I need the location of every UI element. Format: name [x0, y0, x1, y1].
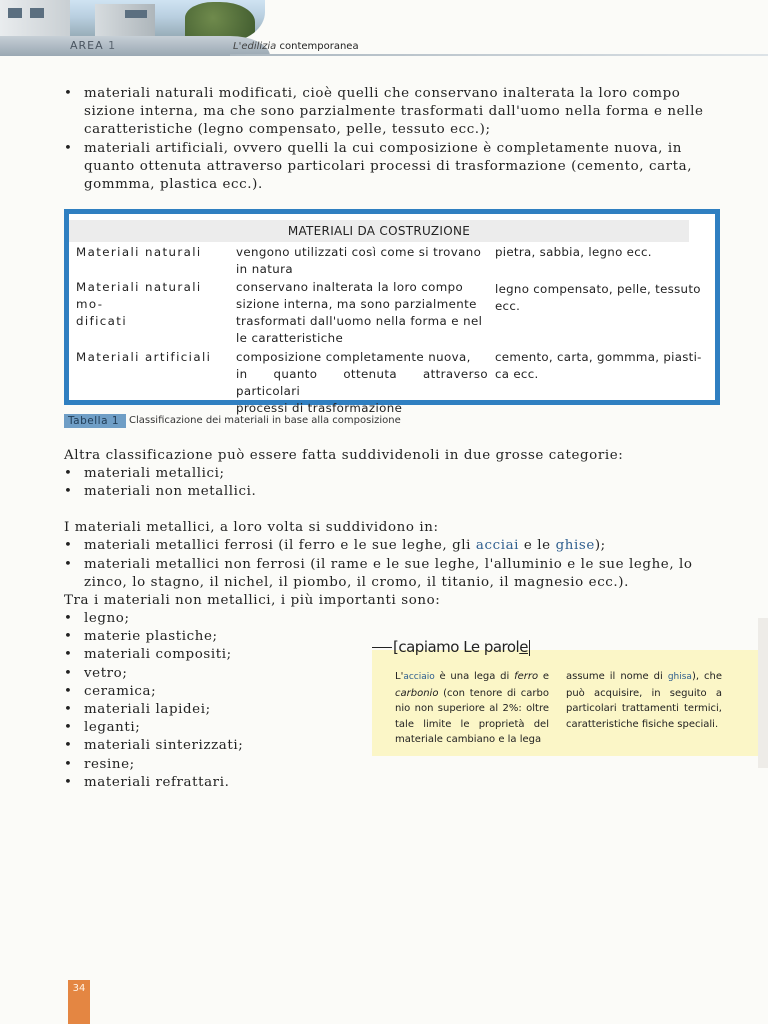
list-item	[64, 140, 720, 196]
list-item	[64, 465, 720, 483]
text-line: materiali artificiali, ovvero quelli la cui composizione è completamente nuova, in	[84, 141, 682, 156]
glossary-term: ghisa	[667, 672, 692, 682]
text-line: ca ecc.	[495, 367, 539, 381]
list-item	[64, 756, 364, 774]
text-segment: carbonio	[395, 687, 439, 699]
bullet-text: materiali metallici;	[84, 466, 225, 481]
table-cell-examples	[495, 281, 713, 315]
text-line: pietra, sabbia, legno ecc.	[495, 245, 652, 259]
text-line: cemento, carta, gommma, piasti-	[495, 350, 702, 364]
glossary-column	[566, 669, 722, 732]
table-cell-description	[236, 244, 488, 278]
paragraph	[64, 519, 720, 537]
header-divider	[230, 54, 768, 56]
list-item	[64, 628, 364, 646]
text-line: vengono utilizzati così come si trovano	[236, 245, 482, 259]
bullet-icon: •	[64, 720, 73, 736]
bullet-text: materiali compositi;	[84, 647, 232, 663]
bullet-icon: •	[64, 665, 73, 681]
bullet-text: materiali sinterizzati;	[84, 738, 244, 754]
text-line: processi di trasformazione	[236, 401, 403, 415]
text-segment: è una lega di	[434, 671, 515, 682]
table-cell-examples	[495, 244, 713, 261]
paragraph	[64, 592, 720, 610]
text-segment: materiali metallici ferrosi (il ferro e le sue leghe, gli	[84, 538, 476, 553]
bullet-icon: •	[64, 557, 73, 572]
text-line: Materiali artificiali	[76, 350, 212, 364]
text-line: in natura	[236, 262, 293, 276]
materials-table	[64, 209, 720, 415]
text-line: Materiali naturali mo-	[76, 280, 202, 311]
bullet-icon: •	[64, 466, 73, 481]
list-item	[64, 665, 364, 683]
list-item	[64, 774, 364, 792]
table-heading: MATERIALI DA COSTRUZIONE	[69, 220, 689, 242]
bullet-text: legno;	[84, 611, 130, 626]
bullet-icon: •	[64, 647, 73, 663]
text-line: Altra classificazione può essere fatta suddividenoli in due grosse categorie:	[64, 448, 624, 463]
glossary-term: acciai	[475, 538, 520, 553]
bullet-icon: •	[64, 611, 73, 626]
title-bar-icon	[529, 640, 530, 656]
text-segment: assume il nome di	[566, 671, 668, 682]
glossary-column	[395, 669, 549, 748]
bullet-icon: •	[64, 629, 73, 645]
bullet-text: ceramica;	[84, 683, 157, 699]
bullet-icon: •	[64, 683, 73, 699]
list-item	[64, 610, 364, 628]
table-caption: Classificazione dei materiali in base alla composizione	[129, 415, 401, 426]
bullet-text: materiali refrattari.	[84, 774, 230, 790]
area-bar	[0, 36, 270, 56]
glossary-term: acciaio	[403, 672, 435, 682]
bullet-icon: •	[64, 484, 73, 499]
text-line: legno compensato, pelle, tessuto	[495, 282, 701, 296]
window-shape	[125, 10, 147, 18]
list-item	[64, 701, 364, 719]
text-line: I materiali metallici, a loro volta si suddividono in:	[64, 520, 439, 535]
text-line: sizione interna, ma che sono parzialmente trasformati dall'uomo nella forma e nelle	[84, 104, 704, 120]
text-line: le caratteristiche	[236, 331, 344, 345]
area-text: AREA	[70, 39, 104, 52]
list-item	[64, 556, 720, 592]
text-line: caratteristiche (legno compensato, pelle, tessuto ecc.);	[84, 122, 491, 138]
bullet-text	[84, 537, 720, 555]
text-segment: e	[538, 671, 549, 682]
list-item	[64, 85, 720, 141]
bullet-text: materiali lapidei;	[84, 701, 211, 717]
table-cell-name	[76, 349, 226, 366]
text-line: gommma, plastica ecc.).	[84, 177, 263, 193]
text-line: dificati	[76, 314, 128, 328]
text-line: materiali metallici non ferrosi (il rame e le sue leghe, l'alluminio e le sue leghe, lo	[84, 557, 693, 572]
bullet-text: materie plastiche;	[84, 629, 218, 645]
bullet-text: vetro;	[84, 665, 128, 681]
glossary-title	[372, 638, 530, 656]
bullet-text	[84, 140, 720, 195]
chapter-title-main: contemporanea	[279, 41, 359, 52]
bullet-text	[84, 556, 720, 592]
text-line: conservano inalterata la loro compo	[236, 280, 464, 294]
text-line: composizione completamente nuova,	[236, 350, 471, 364]
table-cell-description	[236, 349, 488, 417]
chapter-title-prefix: L'edilizia	[233, 41, 277, 52]
text-line: quanto ottenuta attraverso particolari processi di trasformazione (cemento, carta,	[84, 159, 693, 175]
bullet-icon: •	[64, 756, 73, 772]
area-number: 1	[108, 39, 117, 52]
page-header	[0, 0, 768, 62]
table-cell-name	[76, 244, 226, 261]
text-line: Materiali naturali	[76, 245, 202, 259]
paragraph	[64, 447, 720, 465]
list-item	[64, 483, 720, 501]
list-item	[64, 737, 364, 755]
bullet-text	[84, 85, 720, 140]
text-line: materiali naturali modificati, cioè quelli che conservano inalterata la loro compo	[84, 86, 681, 101]
glossary-title-text: [capiamo Le parol	[393, 638, 520, 656]
list-item	[64, 683, 364, 701]
text-line: in quanto ottenuta attraverso particolari	[236, 367, 488, 398]
text-line: ecc.	[495, 299, 521, 313]
bullet-icon: •	[64, 538, 73, 553]
table-caption-tag: Tabella 1	[64, 414, 126, 428]
table-cell-name	[76, 279, 226, 330]
bullet-text: leganti;	[84, 720, 141, 736]
text-segment: e le	[519, 538, 556, 553]
bullet-icon: •	[64, 774, 73, 790]
text-segment: ), che può acquisire, in seguito a particolari trattamenti termici, caratteristiche fisiche speciali.	[566, 671, 723, 730]
text-segment: L'	[395, 671, 404, 682]
window-shape	[30, 8, 44, 18]
text-line: zinco, lo stagno, il nichel, il piombo, il cromo, il titanio, il magnesio ecc.).	[84, 575, 629, 591]
text-segment: (con tenore di carbo nio non superiore al 2%: oltre tale limite le proprietà del materiale cambiano e la lega	[395, 687, 549, 745]
bullet-text: materiali non metallici.	[84, 484, 257, 499]
text-segment: );	[594, 538, 606, 553]
area-label	[70, 39, 116, 52]
glossary-term: ghise	[555, 538, 595, 553]
text-line: Tra i materiali non metallici, i più importanti sono:	[64, 593, 441, 608]
bullet-icon: •	[64, 141, 73, 156]
list-item	[64, 537, 720, 555]
text-line: trasformati dall'uomo nella forma e nel	[236, 314, 483, 328]
bullet-text: resine;	[84, 756, 135, 772]
list-item	[64, 719, 364, 737]
text-line: sizione interna, ma sono parzialmente	[236, 297, 477, 311]
glossary-title-end: e	[519, 638, 528, 656]
glossary-box	[372, 650, 760, 756]
bullet-icon: •	[64, 86, 73, 101]
bullet-icon: •	[64, 738, 73, 754]
list-item	[64, 646, 364, 664]
table-cell-examples	[495, 349, 713, 383]
margin-shade	[758, 618, 768, 768]
chapter-title	[233, 41, 359, 52]
nonmetal-list	[64, 610, 364, 792]
dash-icon	[372, 647, 392, 648]
page-number: 34	[68, 980, 90, 1024]
bullet-icon: •	[64, 701, 73, 717]
table-cell-description	[236, 279, 488, 347]
text-segment: ferro	[514, 671, 539, 682]
window-shape	[8, 8, 22, 18]
